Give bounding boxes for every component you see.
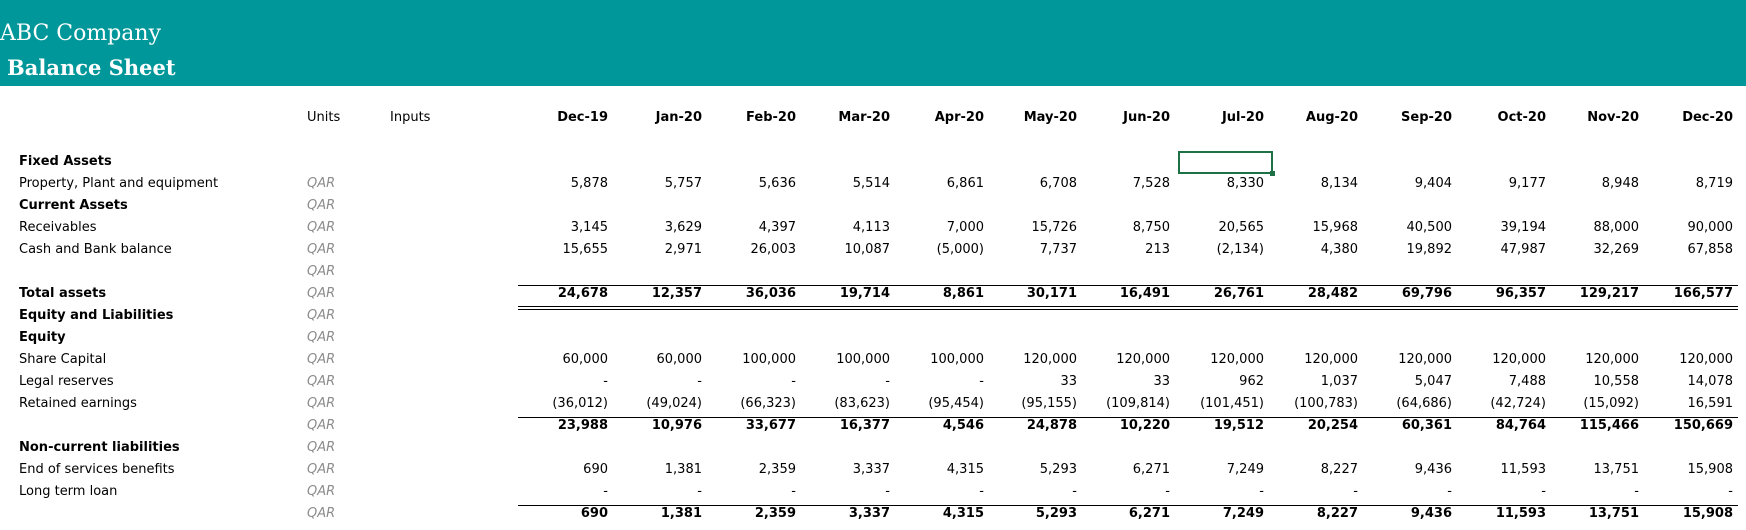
unit-cell[interactable]: QAR [307, 418, 336, 433]
row-label[interactable]: Share Capital [19, 352, 107, 367]
value-cell[interactable]: 120,000 [1304, 352, 1358, 367]
value-cell[interactable]: (101,451) [1200, 396, 1264, 411]
value-cell[interactable]: (95,155) [1021, 396, 1077, 411]
value-cell[interactable]: 84,764 [1495, 418, 1546, 433]
value-cell[interactable]: 10,558 [1593, 374, 1639, 389]
value-cell[interactable]: 3,629 [664, 220, 702, 235]
row-label[interactable]: Retained earnings [19, 396, 137, 411]
unit-cell[interactable]: QAR [307, 440, 336, 455]
value-cell[interactable]: - [791, 374, 796, 389]
value-cell[interactable]: 30,171 [1026, 286, 1077, 301]
value-cell[interactable]: 5,878 [570, 176, 608, 191]
row-label[interactable]: Equity [19, 330, 66, 345]
unit-cell[interactable]: QAR [307, 396, 336, 411]
value-cell[interactable]: 88,000 [1593, 220, 1639, 235]
equity-subtotal-rule [518, 417, 1738, 418]
row-label[interactable]: Fixed Assets [19, 154, 112, 169]
value-cell[interactable]: 6,708 [1039, 176, 1077, 191]
total-assets-double-rule-2 [518, 309, 1738, 310]
value-cell[interactable]: 2,971 [664, 242, 702, 257]
value-cell[interactable]: 69,796 [1401, 286, 1452, 301]
value-cell[interactable]: 1,381 [660, 506, 702, 521]
value-cell[interactable]: 26,003 [750, 242, 796, 257]
value-cell[interactable]: (5,000) [936, 242, 984, 257]
value-cell[interactable]: (49,024) [646, 396, 702, 411]
value-cell[interactable]: 7,488 [1508, 374, 1546, 389]
value-cell[interactable]: 12,357 [651, 286, 702, 301]
value-cell[interactable]: 7,737 [1039, 242, 1077, 257]
value-cell[interactable]: 100,000 [930, 352, 984, 367]
value-cell[interactable]: 120,000 [1398, 352, 1452, 367]
value-cell[interactable]: 6,271 [1128, 506, 1170, 521]
total-assets-rule [518, 285, 1738, 286]
value-cell[interactable]: 15,968 [1312, 220, 1358, 235]
unit-cell[interactable]: QAR [307, 352, 336, 367]
value-cell[interactable]: 5,514 [852, 176, 890, 191]
value-cell[interactable]: - [885, 484, 890, 499]
unit-cell[interactable]: QAR [307, 330, 336, 345]
value-cell[interactable]: 10,220 [1119, 418, 1170, 433]
unit-cell[interactable]: QAR [307, 484, 336, 499]
value-cell[interactable]: 120,000 [1210, 352, 1264, 367]
unit-cell[interactable]: QAR [307, 242, 336, 257]
value-cell[interactable]: - [603, 484, 608, 499]
value-cell[interactable]: (95,454) [928, 396, 984, 411]
value-cell[interactable]: 8,719 [1695, 176, 1733, 191]
value-cell[interactable]: 8,330 [1226, 176, 1264, 191]
value-cell[interactable]: 32,269 [1593, 242, 1639, 257]
row-label[interactable]: End of services benefits [19, 462, 175, 477]
month-header-jan-20: Jan-20 [655, 110, 702, 125]
value-cell[interactable]: 4,380 [1320, 242, 1358, 257]
value-cell[interactable]: 19,714 [839, 286, 890, 301]
value-cell[interactable]: 120,000 [1492, 352, 1546, 367]
value-cell[interactable]: (100,783) [1294, 396, 1358, 411]
month-header-sep-20: Sep-20 [1401, 110, 1452, 125]
value-cell[interactable]: 33 [1060, 374, 1077, 389]
value-cell[interactable]: (109,814) [1106, 396, 1170, 411]
value-cell[interactable]: 5,636 [758, 176, 796, 191]
value-cell[interactable]: 8,948 [1601, 176, 1639, 191]
month-header-aug-20: Aug-20 [1305, 110, 1358, 125]
value-cell[interactable]: 100,000 [836, 352, 890, 367]
value-cell[interactable]: - [1353, 484, 1358, 499]
value-cell[interactable]: 6,861 [946, 176, 984, 191]
row-label[interactable]: Total assets [19, 286, 107, 301]
value-cell[interactable]: 15,655 [562, 242, 608, 257]
value-cell[interactable]: 15,908 [1687, 462, 1733, 477]
value-cell[interactable]: 115,466 [1579, 418, 1639, 433]
value-cell[interactable]: (64,686) [1396, 396, 1452, 411]
unit-cell[interactable]: QAR [307, 264, 336, 279]
value-cell[interactable]: 4,397 [758, 220, 796, 235]
month-header-dec-19: Dec-19 [557, 110, 608, 125]
value-cell[interactable]: 120,000 [1023, 352, 1077, 367]
value-cell[interactable]: - [979, 374, 984, 389]
unit-cell[interactable]: QAR [307, 506, 336, 521]
value-cell[interactable]: 2,359 [758, 462, 796, 477]
value-cell[interactable]: (83,623) [834, 396, 890, 411]
value-cell[interactable]: 1,037 [1320, 374, 1358, 389]
value-cell[interactable]: 33 [1153, 374, 1170, 389]
value-cell[interactable]: 11,593 [1500, 462, 1546, 477]
value-cell[interactable]: 11,593 [1495, 506, 1546, 521]
value-cell[interactable]: 47,987 [1500, 242, 1546, 257]
value-cell[interactable]: - [1072, 484, 1077, 499]
sheet-title: Balance Sheet [7, 55, 176, 80]
month-header-jul-20: Jul-20 [1221, 110, 1264, 125]
row-label[interactable]: Current Assets [19, 198, 128, 213]
value-cell[interactable]: 26,761 [1213, 286, 1264, 301]
value-cell[interactable]: 19,892 [1406, 242, 1452, 257]
unit-cell[interactable]: QAR [307, 286, 336, 301]
value-cell[interactable]: - [697, 484, 702, 499]
value-cell[interactable]: 9,177 [1508, 176, 1546, 191]
value-cell[interactable]: 24,678 [557, 286, 608, 301]
row-label[interactable]: Receivables [19, 220, 97, 235]
value-cell[interactable]: 23,988 [557, 418, 608, 433]
value-cell[interactable]: (2,134) [1216, 242, 1264, 257]
unit-cell[interactable]: QAR [307, 462, 336, 477]
value-cell[interactable]: 4,546 [942, 418, 984, 433]
value-cell[interactable]: 5,293 [1039, 462, 1077, 477]
value-cell[interactable]: - [791, 484, 796, 499]
value-cell[interactable]: 7,528 [1132, 176, 1170, 191]
month-header-jun-20: Jun-20 [1123, 110, 1170, 125]
unit-cell[interactable]: QAR [307, 176, 336, 191]
unit-cell[interactable]: QAR [307, 374, 336, 389]
value-cell[interactable]: 60,000 [656, 352, 702, 367]
month-header-feb-20: Feb-20 [746, 110, 796, 125]
value-cell[interactable]: 100,000 [742, 352, 796, 367]
value-cell[interactable]: 166,577 [1673, 286, 1733, 301]
value-cell[interactable]: 60,000 [562, 352, 608, 367]
value-cell[interactable]: 1,381 [664, 462, 702, 477]
value-cell[interactable]: 20,565 [1218, 220, 1264, 235]
value-cell[interactable]: - [1447, 484, 1452, 499]
value-cell[interactable]: 36,036 [745, 286, 796, 301]
value-cell[interactable]: 120,000 [1679, 352, 1733, 367]
value-cell[interactable]: 2,359 [754, 506, 796, 521]
value-cell[interactable]: 4,113 [852, 220, 890, 235]
row-label[interactable]: Property, Plant and equipment [19, 176, 219, 191]
value-cell[interactable]: (15,092) [1583, 396, 1639, 411]
month-header-may-20: May-20 [1023, 110, 1077, 125]
units-header: Units [307, 110, 341, 125]
value-cell[interactable]: 5,047 [1414, 374, 1452, 389]
value-cell[interactable]: 28,482 [1307, 286, 1358, 301]
value-cell[interactable]: 16,491 [1119, 286, 1170, 301]
value-cell[interactable]: 96,357 [1495, 286, 1546, 301]
value-cell[interactable]: - [697, 374, 702, 389]
selected-cell[interactable] [1178, 151, 1273, 174]
value-cell[interactable]: 690 [580, 506, 608, 521]
value-cell[interactable]: 9,436 [1410, 506, 1452, 521]
value-cell[interactable]: 120,000 [1116, 352, 1170, 367]
unit-cell[interactable]: QAR [307, 308, 336, 323]
value-cell[interactable]: 3,337 [848, 506, 890, 521]
month-header-apr-20: Apr-20 [934, 110, 984, 125]
value-cell[interactable]: 3,337 [852, 462, 890, 477]
month-header-dec-20: Dec-20 [1682, 110, 1733, 125]
value-cell[interactable]: - [979, 484, 984, 499]
value-cell[interactable]: 8,861 [942, 286, 984, 301]
row-label[interactable]: Equity and Liabilities [19, 308, 174, 323]
value-cell[interactable]: 4,315 [942, 506, 984, 521]
value-cell[interactable]: 9,436 [1414, 462, 1452, 477]
value-cell[interactable]: 129,217 [1579, 286, 1639, 301]
value-cell[interactable]: 4,315 [946, 462, 984, 477]
total-assets-double-rule-1 [518, 306, 1738, 307]
value-cell[interactable]: 13,751 [1593, 462, 1639, 477]
value-cell[interactable]: 16,591 [1687, 396, 1733, 411]
row-label[interactable]: Non-current liabilities [19, 440, 180, 455]
value-cell[interactable]: 33,677 [745, 418, 796, 433]
value-cell[interactable]: 60,361 [1401, 418, 1452, 433]
row-label[interactable]: Long term loan [19, 484, 118, 499]
header-banner [0, 0, 1746, 86]
value-cell[interactable]: 13,751 [1588, 506, 1639, 521]
value-cell[interactable]: - [885, 374, 890, 389]
value-cell[interactable]: 5,293 [1035, 506, 1077, 521]
value-cell[interactable]: 7,249 [1226, 462, 1264, 477]
value-cell[interactable]: 690 [583, 462, 608, 477]
value-cell[interactable]: - [1728, 484, 1733, 499]
value-cell[interactable]: 7,000 [946, 220, 984, 235]
value-cell[interactable]: 90,000 [1687, 220, 1733, 235]
value-cell[interactable]: 213 [1145, 242, 1170, 257]
value-cell[interactable]: 9,404 [1414, 176, 1452, 191]
value-cell[interactable]: - [1541, 484, 1546, 499]
company-name: ABC Company [0, 21, 162, 46]
value-cell[interactable]: 10,976 [651, 418, 702, 433]
value-cell[interactable]: 20,254 [1307, 418, 1358, 433]
value-cell[interactable]: 19,512 [1213, 418, 1264, 433]
month-header-oct-20: Oct-20 [1497, 110, 1546, 125]
value-cell[interactable]: - [603, 374, 608, 389]
value-cell[interactable]: 8,750 [1132, 220, 1170, 235]
value-cell[interactable]: 39,194 [1500, 220, 1546, 235]
value-cell[interactable]: 16,377 [839, 418, 890, 433]
unit-cell[interactable]: QAR [307, 198, 336, 213]
fill-handle[interactable] [1270, 171, 1275, 176]
value-cell[interactable]: (36,012) [552, 396, 608, 411]
inputs-header: Inputs [390, 110, 431, 125]
value-cell[interactable]: 8,134 [1320, 176, 1358, 191]
value-cell[interactable]: 24,878 [1026, 418, 1077, 433]
value-cell[interactable]: - [1165, 484, 1170, 499]
value-cell[interactable]: 8,227 [1320, 462, 1358, 477]
row-label[interactable]: Legal reserves [19, 374, 114, 389]
value-cell[interactable]: (66,323) [740, 396, 796, 411]
month-header-nov-20: Nov-20 [1587, 110, 1639, 125]
unit-cell[interactable]: QAR [307, 220, 336, 235]
liabilities-subtotal-rule [518, 505, 1738, 506]
value-cell[interactable]: 40,500 [1406, 220, 1452, 235]
value-cell[interactable]: (42,724) [1490, 396, 1546, 411]
value-cell[interactable]: 14,078 [1687, 374, 1733, 389]
value-cell[interactable]: 3,145 [570, 220, 608, 235]
row-label[interactable]: Cash and Bank balance [19, 242, 172, 257]
value-cell[interactable]: 120,000 [1585, 352, 1639, 367]
value-cell[interactable]: 15,726 [1031, 220, 1077, 235]
value-cell[interactable]: 962 [1239, 374, 1264, 389]
value-cell[interactable]: 7,249 [1222, 506, 1264, 521]
value-cell[interactable]: 150,669 [1673, 418, 1733, 433]
value-cell[interactable]: 5,757 [664, 176, 702, 191]
value-cell[interactable]: 67,858 [1687, 242, 1733, 257]
value-cell[interactable]: - [1259, 484, 1264, 499]
value-cell[interactable]: 8,227 [1316, 506, 1358, 521]
value-cell[interactable]: 10,087 [844, 242, 890, 257]
value-cell[interactable]: - [1634, 484, 1639, 499]
value-cell[interactable]: 6,271 [1132, 462, 1170, 477]
value-cell[interactable]: 15,908 [1682, 506, 1733, 521]
month-header-mar-20: Mar-20 [838, 110, 890, 125]
